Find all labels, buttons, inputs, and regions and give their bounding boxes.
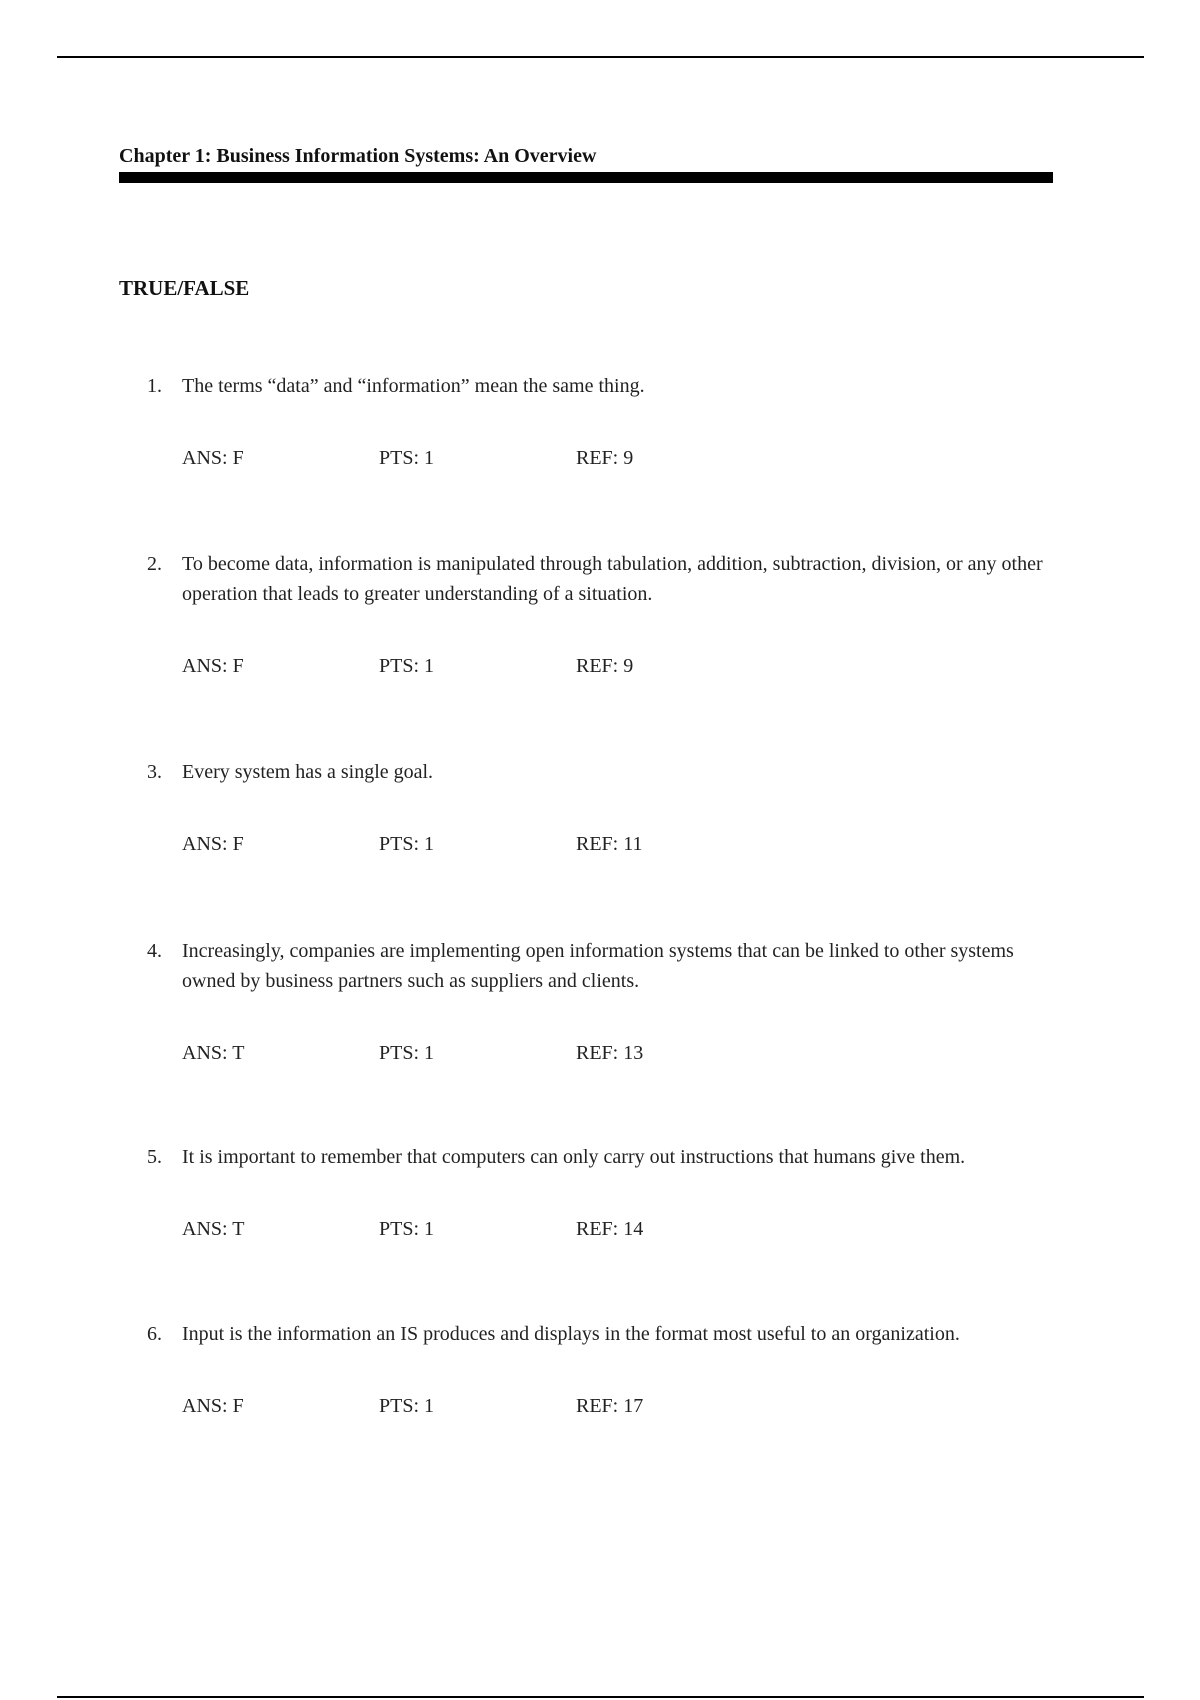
points-label: PTS: 1 [379,1395,435,1417]
section-title: TRUE/FALSE [119,276,250,300]
points-label: PTS: 1 [379,833,435,855]
reference-label: REF: 17 [576,1395,644,1417]
answer-row [147,651,1057,681]
reference-label: REF: 9 [576,655,634,677]
question-line [147,757,1057,787]
answer-row [147,829,1057,859]
question-text: To become data, information is manipulated through tabulation, addition, subtraction, division, or any other operation that leads to greater understanding of a situation. [182,553,1043,605]
top-page-rule [57,56,1144,58]
reference-label: REF: 9 [576,447,634,469]
answer-row [147,1391,1057,1421]
question-item [147,371,1057,473]
bottom-page-rule [57,1696,1144,1698]
question-item [147,1319,1057,1421]
reference-label: REF: 11 [576,833,643,855]
answer-label: ANS: T [182,1218,245,1240]
question-number: 5. [147,1146,162,1168]
question-text: It is important to remember that computers can only carry out instructions that humans give them. [182,1146,966,1168]
answer-row [147,1214,1057,1244]
question-text: Every system has a single goal. [182,761,434,783]
question-number: 3. [147,761,162,783]
question-text: Input is the information an IS produces and displays in the format most useful to an organization. [182,1323,960,1345]
question-number: 4. [147,940,162,962]
question-number: 6. [147,1323,162,1345]
answer-label: ANS: T [182,1042,245,1064]
reference-label: REF: 13 [576,1042,644,1064]
points-label: PTS: 1 [379,1218,435,1240]
points-label: PTS: 1 [379,1042,435,1064]
question-item [147,549,1057,681]
answer-label: ANS: F [182,447,244,469]
answer-label: ANS: F [182,1395,244,1417]
answer-label: ANS: F [182,655,244,677]
chapter-title: Chapter 1: Business Information Systems: An Overview [119,145,597,167]
reference-label: REF: 14 [576,1218,644,1240]
question-number: 1. [147,375,162,397]
question-line [147,371,1057,401]
points-label: PTS: 1 [379,655,435,677]
points-label: PTS: 1 [379,447,435,469]
answer-row [147,1038,1057,1068]
question-text: Increasingly, companies are implementing open information systems that can be linked to other systems owned by business partners such as suppliers and clients. [182,940,1014,992]
question-line [147,549,1057,609]
question-item [147,757,1057,859]
question-line [147,936,1057,996]
chapter-title-underline-bar [119,172,1053,183]
question-line [147,1319,1057,1349]
question-item [147,1142,1057,1244]
answer-label: ANS: F [182,833,244,855]
answer-row [147,443,1057,473]
question-line [147,1142,1057,1172]
question-item [147,936,1057,1068]
question-text: The terms “data” and “information” mean the same thing. [182,375,645,397]
question-number: 2. [147,553,162,575]
